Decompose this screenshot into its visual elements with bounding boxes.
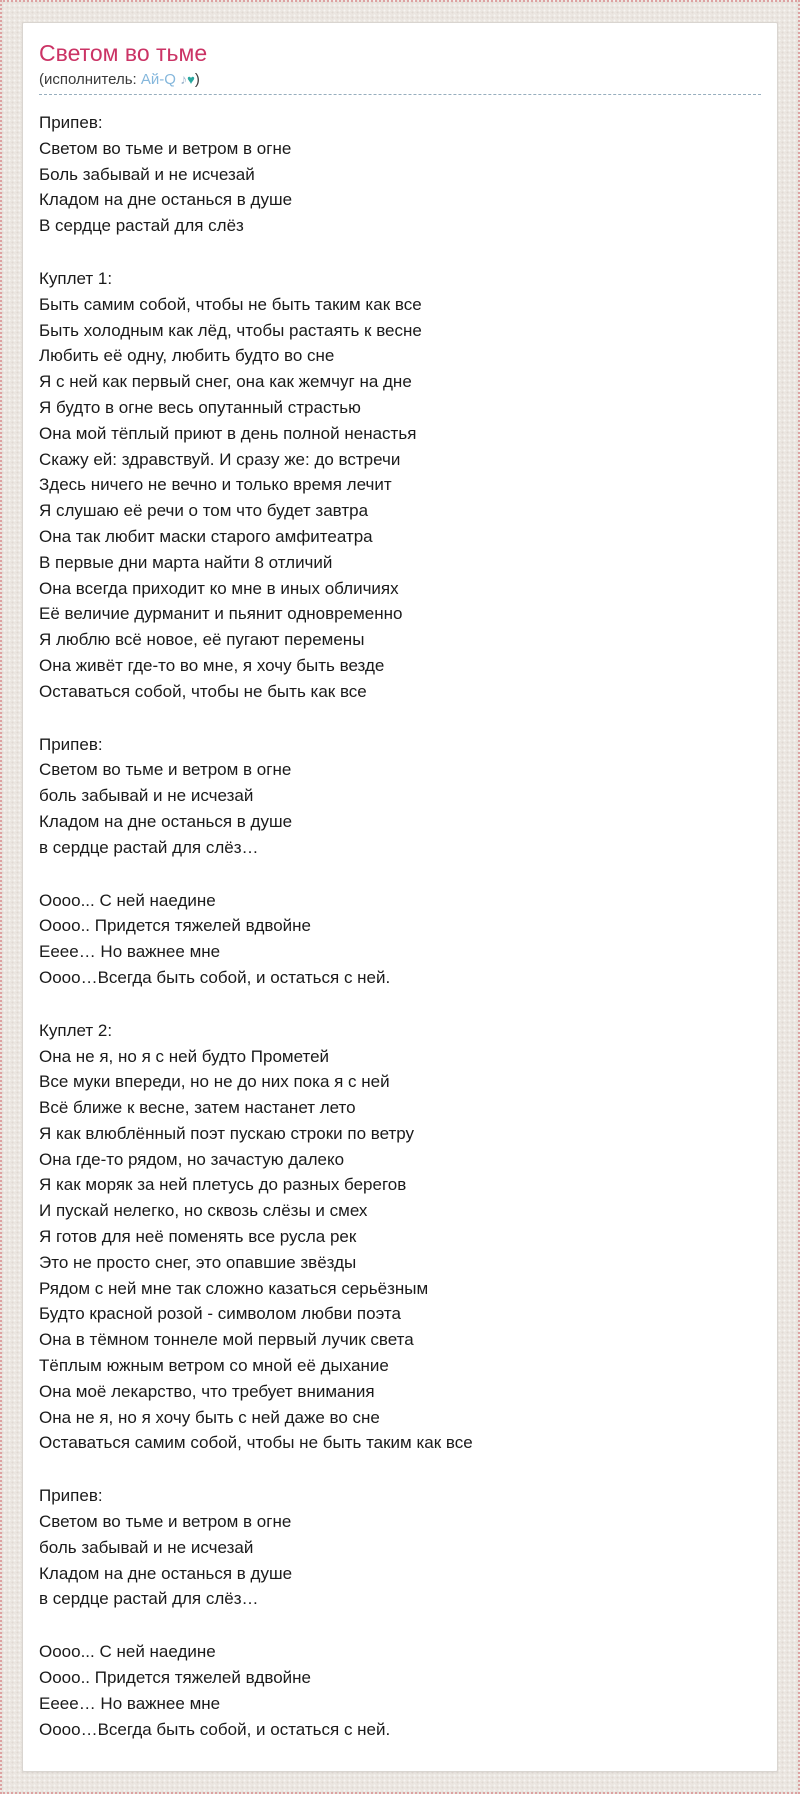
lyric-line: Рядом с ней мне так сложно казаться серьёзным [39, 1278, 429, 1298]
lyric-line: Припев: [39, 734, 103, 754]
lyric-line: Она мой тёплый приют в день полной ненастья [39, 423, 417, 443]
lyric-line: Я люблю всё новое, её пугают перемены [39, 630, 365, 650]
lyric-line: Куплет 1: [39, 268, 113, 288]
lyric-line: Ееее… Но важнее мне [39, 1693, 221, 1713]
artist-close-paren: ) [194, 71, 200, 88]
lyric-line: Я как влюблённый поэт пускаю строки по ветру [39, 1123, 415, 1143]
artist-label: (исполнитель: [39, 71, 137, 88]
lyric-line: Все муки впереди, но не до них пока я с ней [39, 1072, 390, 1092]
lyric-line: Будто красной розой - символом любви поэта [39, 1304, 401, 1324]
lyric-line: Оставаться самим собой, чтобы не быть таким как все [39, 1433, 473, 1453]
music-note-icon: ♪ [180, 71, 188, 87]
lyric-line: Любить её одну, любить будто во сне [39, 346, 335, 366]
lyric-line: И пускай нелегко, но сквозь слёзы и смех [39, 1201, 368, 1221]
lyric-line: Боль забывай и не исчезай [39, 164, 255, 184]
lyric-line: Это не просто снег, это опавшие звёзды [39, 1252, 357, 1272]
lyric-line: Она живёт где-то во мне, я хочу быть везде [39, 655, 385, 675]
lyric-line: Она не я, но я с ней будто Прометей [39, 1046, 330, 1066]
lyric-line: Она моё лекарство, что требует внимания [39, 1381, 375, 1401]
lyrics-card [22, 22, 778, 1772]
heart-icon: ♥ [187, 72, 195, 87]
lyric-line: Ееее… Но важнее мне [39, 942, 221, 962]
lyrics-text [39, 110, 761, 1742]
lyric-section [39, 888, 761, 991]
lyric-line: Быть самим собой, чтобы не быть таким как все [39, 294, 422, 314]
lyric-line: Я как моряк за ней плетусь до разных берегов [39, 1175, 407, 1195]
lyric-line: Светом во тьме и ветром в огне [39, 1512, 292, 1532]
lyric-line: Она где-то рядом, но зачастую далеко [39, 1149, 345, 1169]
lyric-line: Светом во тьме и ветром в огне [39, 138, 292, 158]
lyric-line: в сердце растай для слёз… [39, 1589, 259, 1609]
song-title: Светом во тьме [39, 40, 208, 66]
lyric-section [39, 1483, 761, 1612]
lyric-line: Всё ближе к весне, затем настанет лето [39, 1098, 356, 1118]
lyric-section [39, 1018, 761, 1457]
lyric-line: Я слушаю её речи о том что будет завтра [39, 501, 369, 521]
lyric-line: Оооо…Всегда быть собой, и остаться с ней. [39, 1719, 391, 1739]
lyric-line: Кладом на дне останься в душе [39, 811, 293, 831]
lyric-line: В первые дни марта найти 8 отличий [39, 552, 333, 572]
lyric-line: Оооо... С ней наедине [39, 890, 216, 910]
lyric-section [39, 1639, 761, 1742]
artist-link[interactable]: Ай-Q [140, 71, 176, 88]
lyric-line: Куплет 2: [39, 1020, 113, 1040]
lyric-line: Оставаться собой, чтобы не быть как все [39, 681, 367, 701]
lyric-line: Быть холодным как лёд, чтобы растаять к весне [39, 320, 422, 340]
artist-line [39, 69, 761, 90]
lyric-section [39, 110, 761, 239]
lyric-line: Скажу ей: здравствуй. И сразу же: до встречи [39, 449, 401, 469]
lyric-line: Её величие дурманит и пьянит одновременно [39, 604, 403, 624]
lyric-line: Светом во тьме и ветром в огне [39, 760, 292, 780]
lyric-line: Я с ней как первый снег, она как жемчуг на дне [39, 372, 412, 392]
lyric-line: Она не я, но я хочу быть с ней даже во сне [39, 1407, 380, 1427]
lyric-line: в сердце растай для слёз… [39, 837, 259, 857]
lyric-line: В сердце растай для слёз [39, 216, 244, 236]
lyric-line: Она всегда приходит ко мне в иных обличиях [39, 578, 399, 598]
lyric-line: Здесь ничего не вечно и только время лечит [39, 475, 392, 495]
lyric-line: Припев: [39, 113, 103, 132]
lyric-section [39, 266, 761, 705]
lyric-line: Тёплым южным ветром со мной её дыхание [39, 1356, 389, 1376]
lyric-line: Оооо…Всегда быть собой, и остаться с ней. [39, 967, 391, 987]
lyric-line: Я готов для неё поменять все русла рек [39, 1227, 357, 1247]
lyric-line: Оооо.. Придется тяжелей вдвойне [39, 1668, 311, 1688]
lyric-line: Припев: [39, 1486, 103, 1506]
lyric-section [39, 732, 761, 861]
lyric-line: Кладом на дне останься в душе [39, 190, 293, 210]
lyric-line: Оооо.. Придется тяжелей вдвойне [39, 916, 311, 936]
lyric-line: Я будто в огне весь опутанный страстью [39, 397, 361, 417]
lyric-line: боль забывай и не исчезай [39, 786, 254, 806]
lyric-line: Оооо... С ней наедине [39, 1642, 216, 1662]
lyric-line: Она в тёмном тоннеле мой первый лучик света [39, 1330, 414, 1350]
lyric-line: Кладом на дне останься в душе [39, 1563, 293, 1583]
dotted-separator [39, 94, 761, 95]
lyric-line: боль забывай и не исчезай [39, 1537, 254, 1557]
lyric-line: Она так любит маски старого амфитеатра [39, 526, 373, 546]
